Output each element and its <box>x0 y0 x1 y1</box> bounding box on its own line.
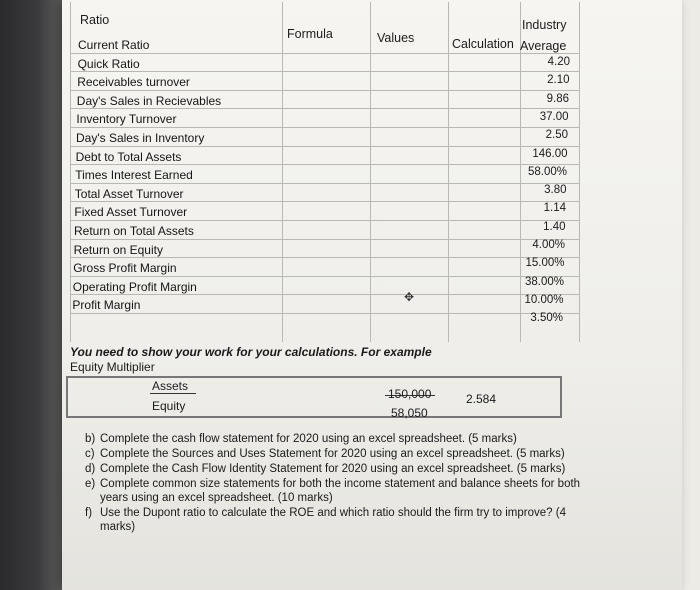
industry-average-value: 2.10 <box>547 74 570 87</box>
assets-value: 150,000 <box>388 387 432 401</box>
question-text: Use the Dupont ratio to calculate the ROE and which ratio should the firm try to improve? (4 marks) <box>100 507 566 533</box>
header-average: Average <box>520 39 567 53</box>
equity-multiplier-result: 2.584 <box>466 392 497 406</box>
question-letter: f) <box>85 507 93 519</box>
question-letter: d) <box>85 463 96 475</box>
row-divider <box>70 71 580 72</box>
ratio-label: Quick Ratio <box>77 56 140 71</box>
desk-background <box>0 0 70 590</box>
header-formula: Formula <box>287 27 333 41</box>
ratio-label: Day's Sales in Recievables <box>76 93 222 108</box>
ratio-label: Debt to Total Assets <box>75 149 182 164</box>
question-item <box>85 462 600 476</box>
header-values: Values <box>377 31 415 45</box>
ratio-label: Fixed Asset Turnover <box>74 205 188 220</box>
ratio-label: Return on Equity <box>73 242 163 257</box>
question-item <box>85 506 600 534</box>
ratio-label: Receivables turnover <box>77 75 190 90</box>
assets-label: Assets <box>152 379 189 393</box>
question-item <box>85 432 600 446</box>
industry-average-value: 2.50 <box>545 129 568 142</box>
ratio-label: Current Ratio <box>78 38 150 52</box>
industry-average-value: 1.14 <box>543 202 566 215</box>
question-letter: c) <box>85 448 95 460</box>
industry-average-value: 3.50% <box>530 312 563 325</box>
ratio-label: Profit Margin <box>72 298 141 313</box>
instruction-note: You need to show your work for your calculations. For example <box>70 345 432 359</box>
question-list <box>85 432 600 535</box>
industry-average-value: 1.40 <box>543 220 566 233</box>
question-item <box>85 477 600 505</box>
industry-average-value: 4.00% <box>532 239 565 251</box>
question-letter: b) <box>85 433 96 445</box>
cursor-icon: ✥ <box>404 290 415 304</box>
ratio-label: Total Asset Turnover <box>74 186 184 201</box>
question-text: Complete the cash flow statement for 2020 using an excel spreadsheet. (5 marks) <box>100 433 517 445</box>
equity-label: Equity <box>152 399 186 413</box>
ratio-label: Inventory Turnover <box>76 112 177 127</box>
equity-multiplier-label: Equity Multiplier <box>70 360 155 374</box>
header-industry: Industry <box>522 18 567 32</box>
question-item <box>85 447 600 461</box>
ratio-label: Return on Total Assets <box>74 224 194 238</box>
question-letter: e) <box>85 478 96 490</box>
industry-average-value: 146.00 <box>532 147 568 160</box>
industry-average-value: 10.00% <box>524 293 564 306</box>
industry-average-value: 9.86 <box>546 92 569 105</box>
industry-average-value: 4.20 <box>547 56 570 68</box>
equity-value: 58,050 <box>391 406 428 420</box>
question-text: Complete the Sources and Uses Statement for 2020 using an excel spreadsheet. (5 marks) <box>100 448 565 460</box>
industry-average-value: 15.00% <box>525 257 565 270</box>
ratio-label: Day's Sales in Inventory <box>76 131 205 145</box>
industry-average-value: 58.00% <box>527 165 567 178</box>
industry-average-value: 3.80 <box>544 184 567 197</box>
header-ratio: Ratio <box>80 13 110 27</box>
ratio-label: Times Interest Earned <box>75 168 193 183</box>
question-text: Complete common size statements for both the income statement and balance sheets for both years using an excel spreadsheet. (10 marks) <box>100 478 581 504</box>
question-text: Complete the Cash Flow Identity Statement for 2020 using an excel spreadsheet. (5 marks) <box>100 463 566 475</box>
industry-average-value: 38.00% <box>524 275 564 288</box>
ratio-label: Gross Profit Margin <box>73 261 177 276</box>
header-calculation: Calculation <box>452 37 514 51</box>
industry-average-value: 37.00 <box>539 110 569 123</box>
ratio-label: Operating Profit Margin <box>72 279 197 294</box>
